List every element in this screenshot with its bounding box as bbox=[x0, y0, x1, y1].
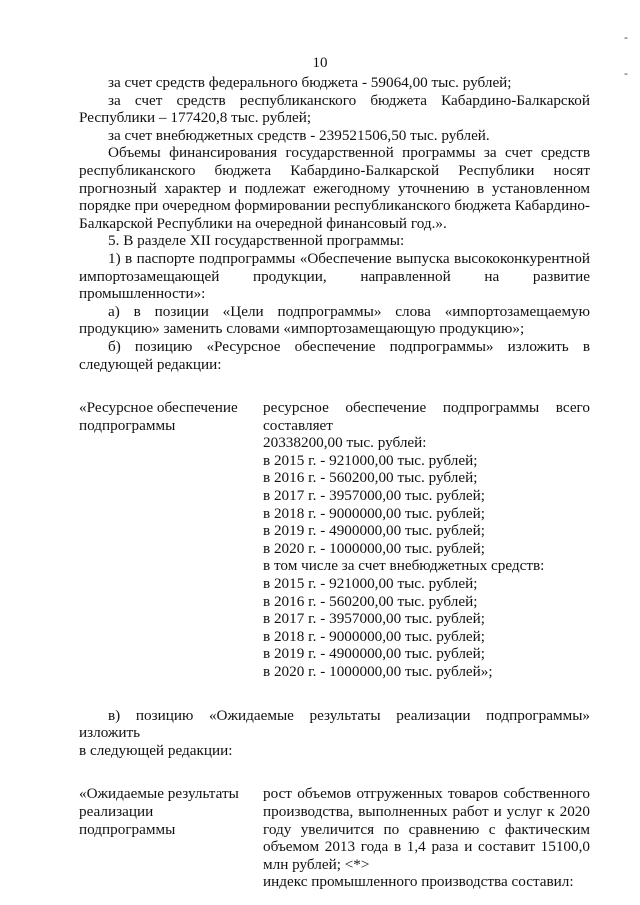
paragraph-results-line1: в) позицию «Ожидаемые результаты реализации подпрограммы» изложить bbox=[79, 706, 590, 742]
paragraph-volumes-line4: порядке при очередном формировании республиканского бюджета Кабардино- bbox=[79, 197, 590, 215]
document-body bbox=[79, 74, 590, 891]
resource-line: ресурсное обеспечение подпрограммы всего bbox=[263, 399, 590, 417]
results-line: рост объемов отгруженных товаров собственного bbox=[263, 785, 590, 803]
results-line: году увеличится по сравнению с фактическим bbox=[263, 820, 590, 838]
paragraph-section-xii: 5. В разделе XII государственной программы: bbox=[108, 232, 405, 250]
paragraph-volumes-line5: Балкарской Республики на очередной финансовый год.». bbox=[79, 214, 447, 232]
paragraph-republic-budget-line1: за счет средств республиканского бюджета Кабардино-Балкарской bbox=[108, 91, 590, 109]
results-label-line1: «Ожидаемые результаты bbox=[79, 785, 239, 803]
paragraph-results-line2: в следующей редакции: bbox=[79, 741, 233, 759]
results-line: млн рублей; <*> bbox=[263, 855, 370, 873]
resource-table bbox=[79, 399, 590, 681]
resource-line: в том числе за счет внебюджетных средств: bbox=[263, 557, 545, 575]
resource-label-line2: подпрограммы bbox=[79, 416, 176, 434]
resource-line: составляет bbox=[263, 416, 333, 434]
paragraph-republic-budget-line2: Республики – 177420,8 тыс. рублей; bbox=[79, 109, 312, 127]
margin-mark-top: - bbox=[624, 30, 628, 44]
resource-line: в 2015 г. - 921000,00 тыс. рублей; bbox=[263, 575, 478, 593]
results-line: объемом 2013 года в 1,4 раза и составит 15100,0 bbox=[263, 838, 590, 856]
resource-line: в 2015 г. - 921000,00 тыс. рублей; bbox=[263, 451, 478, 469]
paragraph-goals-line1: а) в позиции «Цели подпрограммы» слова «импортозамещаемую bbox=[108, 302, 590, 320]
paragraph-volumes-line3: прогнозный характер и подлежат ежегодному уточнению в установленном bbox=[79, 179, 590, 197]
results-label-line3: подпрограммы bbox=[79, 820, 176, 838]
results-label-line2: реализации bbox=[79, 802, 154, 820]
paragraph-goals-line2: продукцию» заменить словами «импортозамещающую продукцию»; bbox=[79, 320, 525, 338]
paragraph-extra-budget: за счет внебюджетных средств - 239521506,50 тыс. рублей. bbox=[108, 126, 490, 144]
results-table-label bbox=[79, 785, 263, 838]
resource-line: в 2018 г. - 9000000,00 тыс. рублей; bbox=[263, 504, 486, 522]
results-table bbox=[79, 785, 590, 891]
resource-label-line1: «Ресурсное обеспечение bbox=[79, 399, 238, 417]
paragraph-passport-line2: импортозамещающей продукции, направленной на развитие bbox=[79, 267, 590, 285]
resource-line: в 2020 г. - 1000000,00 тыс. рублей; bbox=[263, 539, 486, 557]
resource-line: 20338200,00 тыс. рублей: bbox=[263, 434, 427, 452]
spacer bbox=[79, 759, 590, 785]
resource-line: в 2020 г. - 1000000,00 тыс. рублей»; bbox=[263, 663, 493, 680]
resource-table-values bbox=[263, 399, 590, 681]
results-table-values bbox=[263, 785, 590, 891]
resource-line: в 2016 г. - 560200,00 тыс. рублей; bbox=[263, 592, 478, 610]
resource-table-label bbox=[79, 399, 263, 434]
results-line: индекс промышленного производства составил: bbox=[263, 873, 574, 891]
paragraph-federal-budget: за счет средств федерального бюджета - 59064,00 тыс. рублей; bbox=[108, 74, 512, 91]
paragraph-passport-line3: промышленности»: bbox=[79, 285, 206, 303]
paragraph-volumes-line2: республиканского бюджета Кабардино-Балкарской Республики носят bbox=[79, 161, 590, 179]
resource-line: в 2019 г. - 4900000,00 тыс. рублей; bbox=[263, 645, 486, 663]
spacer bbox=[79, 681, 590, 707]
paragraph-volumes-line1: Объемы финансирования государственной программы за счет средств bbox=[108, 144, 590, 162]
paragraph-resource-line2: следующей редакции: bbox=[79, 355, 222, 373]
margin-mark-second: - bbox=[624, 66, 628, 80]
paragraph-passport-line1: 1) в паспорте подпрограммы «Обеспечение выпуска высококонкурентной bbox=[108, 249, 590, 267]
paragraph-resource-line1: б) позицию «Ресурсное обеспечение подпрограммы» изложить в bbox=[108, 337, 590, 355]
resource-line: в 2016 г. - 560200,00 тыс. рублей; bbox=[263, 469, 478, 487]
resource-line: в 2017 г. - 3957000,00 тыс. рублей; bbox=[263, 487, 486, 505]
resource-line: в 2017 г. - 3957000,00 тыс. рублей; bbox=[263, 610, 486, 628]
resource-line: в 2019 г. - 4900000,00 тыс. рублей; bbox=[263, 522, 486, 540]
results-line: производства, выполненных работ и услуг к 2020 bbox=[263, 802, 590, 820]
spacer bbox=[79, 373, 590, 399]
page-number: 10 bbox=[312, 55, 328, 71]
resource-line: в 2018 г. - 9000000,00 тыс. рублей; bbox=[263, 627, 486, 645]
